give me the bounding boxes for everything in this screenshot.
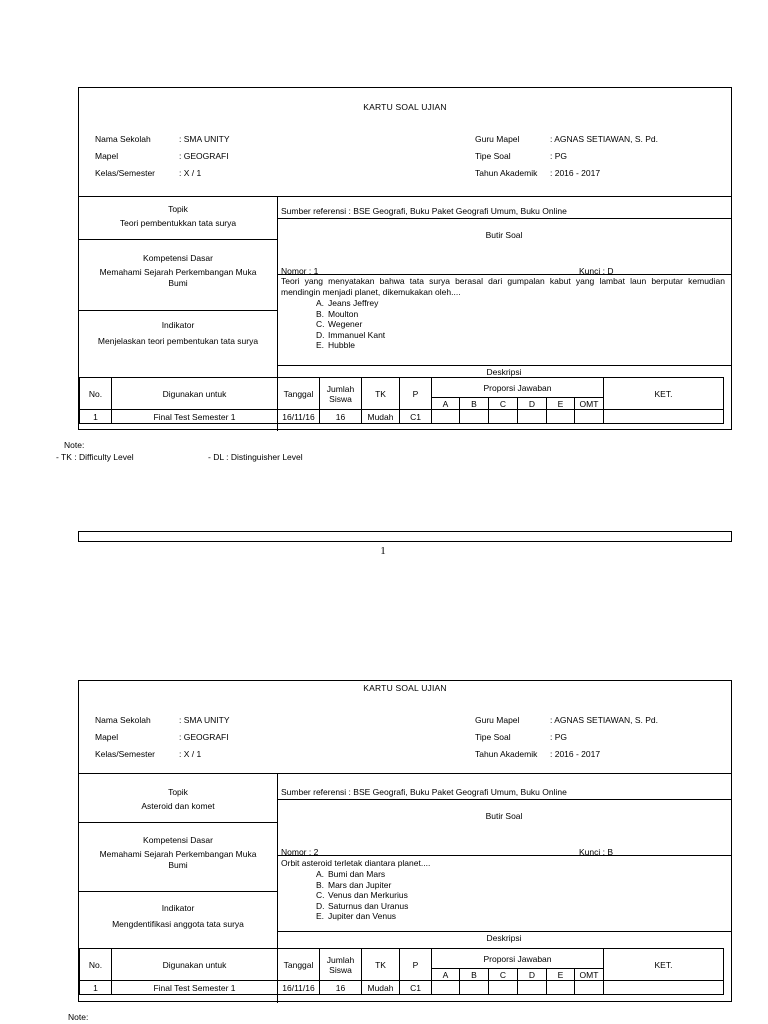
answer-options	[316, 869, 408, 922]
topic-divider	[79, 822, 277, 823]
answer-option	[316, 330, 385, 341]
class-label: Kelas/Semester	[95, 749, 155, 759]
kd-label: Kompetensi Dasar	[143, 253, 213, 263]
exam-card-2	[78, 680, 732, 1002]
row-p: C1	[400, 981, 432, 995]
question-text: Teori yang menyatakan bahwa tata surya berasal dari gumpalan kabut yang lambat laun berputar kemudian mendingin menjadi planet, dikemukakan oleh....	[281, 276, 725, 297]
row-e	[547, 981, 575, 995]
table-row	[80, 981, 724, 995]
description-label: Deskripsi	[486, 367, 522, 377]
option-letter: D.	[316, 329, 325, 340]
col-proportion: Proporsi Jawaban	[432, 949, 604, 969]
row-ket	[604, 410, 724, 424]
option-text: Wegener	[328, 319, 363, 329]
option-text: Mars dan Jupiter	[328, 879, 392, 890]
type-label: Tipe Soal	[475, 151, 511, 161]
year-label: Tahun Akademik	[475, 749, 538, 759]
teacher-value: : AGNAS SETIAWAN, S. Pd.	[550, 134, 659, 144]
page-number: 1	[380, 545, 386, 557]
kd-label: Kompetensi Dasar	[143, 835, 213, 845]
option-text: Moulton	[328, 308, 359, 319]
topic-label: Topik	[168, 787, 188, 797]
row-count: 16	[320, 981, 362, 995]
row-a	[432, 410, 460, 424]
subject-row	[95, 151, 229, 161]
option-text: Jupiter dan Venus	[328, 911, 397, 921]
row-p: C1	[400, 410, 432, 424]
question-number: Nomor : 1	[281, 266, 319, 276]
reference-text: Sumber referensi : BSE Geografi, Buku Paket Geografi Umum, Buku Online	[281, 787, 567, 797]
kd-value: Memahami Sejarah Perkembangan Muka Bumi	[99, 849, 257, 870]
year-label: Tahun Akademik	[475, 168, 538, 178]
type-row	[475, 732, 567, 742]
answer-option	[316, 890, 408, 901]
butir-soal-label: Butir Soal	[485, 811, 523, 821]
note-dl: - DL : Distinguisher Level	[208, 452, 303, 462]
option-letter: E.	[316, 911, 325, 921]
subject-value: : GEOGRAFI	[179, 732, 229, 742]
description-divider	[277, 365, 731, 366]
row-count: 16	[320, 410, 362, 424]
type-row	[475, 151, 567, 161]
col-ket: KET.	[604, 378, 724, 410]
description-label: Deskripsi	[486, 933, 522, 943]
year-value: : 2016 - 2017	[550, 749, 601, 759]
col-proportion: Proporsi Jawaban	[432, 378, 604, 398]
row-ket	[604, 981, 724, 995]
table-header-row	[80, 378, 724, 398]
page-footer-box	[78, 531, 732, 542]
butir-soal-label: Butir Soal	[485, 230, 523, 240]
answer-option	[316, 340, 385, 351]
class-row	[95, 168, 201, 178]
type-value: : PG	[550, 732, 568, 742]
col-usage: Digunakan untuk	[112, 949, 278, 981]
col-date: Tanggal	[278, 378, 320, 410]
option-text: Hubble	[328, 340, 355, 350]
answer-option	[316, 880, 408, 891]
option-letter: B.	[316, 879, 325, 890]
school-row	[95, 134, 230, 144]
indicator-value: Menjelaskan teori pembentukan tata surya	[97, 336, 259, 346]
exam-card-1	[78, 87, 732, 430]
answer-col-a: A	[432, 969, 460, 981]
school-value: : SMA UNITY	[179, 134, 230, 144]
row-b	[460, 410, 489, 424]
reference-text: Sumber referensi : BSE Geografi, Buku Paket Geografi Umum, Buku Online	[281, 206, 567, 216]
answer-col-c: C	[489, 969, 518, 981]
answer-col-e: E	[547, 969, 575, 981]
class-value: : X / 1	[179, 749, 202, 759]
card-title: KARTU SOAL UJIAN	[363, 683, 447, 693]
subject-row	[95, 732, 229, 742]
row-date: 16/11/16	[278, 981, 320, 995]
option-letter: A.	[316, 298, 325, 308]
row-no: 1	[80, 981, 112, 995]
type-value: : PG	[550, 151, 568, 161]
table-header-row	[80, 949, 724, 969]
header-divider	[79, 773, 731, 774]
row-omt	[575, 410, 604, 424]
usage-table	[79, 377, 724, 424]
note-tk: - TK : Difficulty Level	[56, 452, 134, 462]
indicator-label: Indikator	[161, 320, 195, 330]
description-divider	[277, 931, 731, 932]
usage-table	[79, 948, 724, 995]
row-d	[518, 410, 547, 424]
note-heading-2: Note:	[68, 1012, 89, 1022]
question-text: Orbit asteroid terletak diantara planet....	[281, 858, 431, 868]
answer-option	[316, 901, 408, 912]
answer-col-b: B	[460, 969, 489, 981]
topic-label: Topik	[168, 204, 188, 214]
col-no: No.	[80, 378, 112, 410]
option-letter: A.	[316, 869, 325, 879]
table-row	[80, 410, 724, 424]
option-letter: E.	[316, 340, 325, 350]
reference-divider	[277, 799, 731, 800]
year-row	[475, 168, 600, 178]
topic-value: Teori pembentukkan tata surya	[119, 218, 237, 228]
answer-col-c: C	[489, 398, 518, 410]
col-p: P	[400, 378, 432, 410]
option-letter: C.	[316, 890, 325, 900]
col-usage: Digunakan untuk	[112, 378, 278, 410]
class-label: Kelas/Semester	[95, 168, 155, 178]
row-tk: Mudah	[362, 410, 400, 424]
answer-col-a: A	[432, 398, 460, 410]
reference-divider	[277, 218, 731, 219]
answer-col-e: E	[547, 398, 575, 410]
option-letter: C.	[316, 319, 325, 329]
school-label: Nama Sekolah	[95, 715, 151, 725]
teacher-row	[475, 134, 658, 144]
option-text: Venus dan Merkurius	[328, 890, 408, 900]
header-divider	[79, 196, 731, 197]
row-c	[489, 410, 518, 424]
col-count: Jumlah Siswa	[320, 378, 362, 410]
option-text: Saturnus dan Uranus	[328, 900, 409, 911]
option-text: Bumi dan Mars	[328, 869, 386, 879]
col-p: P	[400, 949, 432, 981]
row-a	[432, 981, 460, 995]
school-value: : SMA UNITY	[179, 715, 230, 725]
row-e	[547, 410, 575, 424]
answer-option	[316, 309, 385, 320]
answer-option	[316, 298, 385, 309]
kd-divider	[79, 310, 277, 311]
col-tk: TK	[362, 949, 400, 981]
indicator-label: Indikator	[161, 903, 195, 913]
kd-value: Memahami Sejarah Perkembangan Muka Bumi	[99, 267, 257, 288]
teacher-label: Guru Mapel	[475, 715, 520, 725]
question-divider	[277, 274, 731, 275]
option-letter: D.	[316, 900, 325, 911]
row-d	[518, 981, 547, 995]
topic-value: Asteroid dan komet	[141, 801, 215, 811]
subject-value: : GEOGRAFI	[179, 151, 229, 161]
col-count: Jumlah Siswa	[320, 949, 362, 981]
type-label: Tipe Soal	[475, 732, 511, 742]
subject-label: Mapel	[95, 151, 119, 161]
school-row	[95, 715, 230, 725]
card-title: KARTU SOAL UJIAN	[363, 102, 447, 112]
answer-col-d: D	[518, 969, 547, 981]
col-ket: KET.	[604, 949, 724, 981]
subject-label: Mapel	[95, 732, 119, 742]
school-label: Nama Sekolah	[95, 134, 151, 144]
answer-col-omt: OMT	[575, 969, 604, 981]
col-date: Tanggal	[278, 949, 320, 981]
row-b	[460, 981, 489, 995]
answer-option	[316, 319, 385, 330]
answer-col-omt: OMT	[575, 398, 604, 410]
col-tk: TK	[362, 378, 400, 410]
question-number: Nomor : 2	[281, 847, 319, 857]
note-heading: Note:	[64, 440, 85, 450]
indicator-value: Mengdentifikasi anggota tata surya	[112, 919, 244, 929]
col-no: No.	[80, 949, 112, 981]
class-row	[95, 749, 201, 759]
row-tk: Mudah	[362, 981, 400, 995]
answer-key: Kunci : D	[579, 266, 614, 276]
option-letter: B.	[316, 308, 325, 319]
row-omt	[575, 981, 604, 995]
teacher-value: : AGNAS SETIAWAN, S. Pd.	[550, 715, 659, 725]
answer-col-b: B	[460, 398, 489, 410]
teacher-row	[475, 715, 658, 725]
answer-option	[316, 869, 408, 880]
row-c	[489, 981, 518, 995]
year-row	[475, 749, 600, 759]
answer-key: Kunci : B	[579, 847, 614, 857]
option-text: Jeans Jeffrey	[328, 298, 379, 308]
question-divider	[277, 855, 731, 856]
teacher-label: Guru Mapel	[475, 134, 520, 144]
row-no: 1	[80, 410, 112, 424]
answer-options	[316, 298, 385, 351]
kd-divider	[79, 891, 277, 892]
row-usage: Final Test Semester 1	[112, 981, 278, 995]
option-text: Immanuel Kant	[328, 329, 386, 340]
answer-col-d: D	[518, 398, 547, 410]
answer-option	[316, 911, 408, 922]
year-value: : 2016 - 2017	[550, 168, 601, 178]
topic-divider	[79, 239, 277, 240]
row-date: 16/11/16	[278, 410, 320, 424]
class-value: : X / 1	[179, 168, 202, 178]
row-usage: Final Test Semester 1	[112, 410, 278, 424]
